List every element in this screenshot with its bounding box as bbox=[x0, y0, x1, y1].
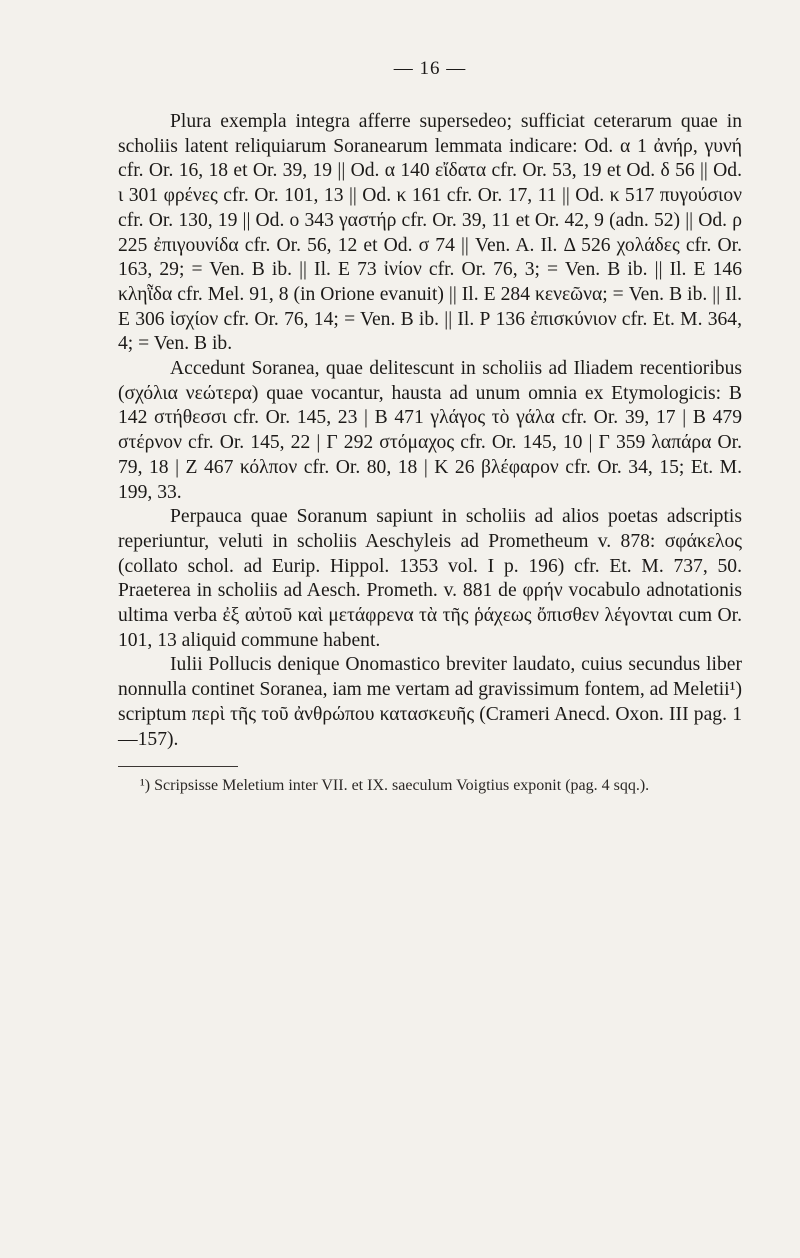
page-number: — 16 — bbox=[393, 58, 467, 79]
paragraph-pollux-meletius: Iulii Pollucis denique Onomastico breviter laudato, cuius secundus liber nonnulla continet Soranea, iam me vertam ad gravissimum fontem, ad Meletii¹) scriptum περὶ τῆς τοῦ ἀνθρώπου κατασκευῆς (Crameri Anecd. Oxon. III pag. 1—157). bbox=[118, 654, 742, 750]
footnote: ¹) Scripsisse Meletium inter VII. et IX. saeculum Voigtius exponit (pag. 4 sqq.). bbox=[140, 777, 650, 795]
paragraph-other-poets: Perpauca quae Soranum sapiunt in scholiis ad alios poetas adscriptis reperiuntur, veluti in scholiis Aeschyleis ad Prometheum v. 878: σφάκελος (collato schol. ad Eurip. Hippol. 1353 vol. I p. 196) cfr. Et. M. 737, 50. Praeterea in scholiis ad Aesch. Prometh. v. 881 de φρήν vocabulo adnotationis ultima verba ἐξ αὐτοῦ καὶ μετάφρενα τὰ τῆς ῥάχεως ὄπισθεν λέγονται cum Or. 101, 13 aliquid commune habent. bbox=[118, 506, 742, 651]
paragraph-scholia-recentiora: Accedunt Soranea, quae delitescunt in scholiis ad Iliadem recentioribus (σχόλια νεώτερα) quae vocantur, hausta ad unum omnia ex Etymologicis: Β 142 στήθεσσι cfr. Or. 145, 23 | Β 471 γλάγος τὸ γάλα cfr. Or. 39, 17 | Β 479 στέρνον cfr. Or. 145, 22 | Γ 292 στόμαχος cfr. Or. 145, 10 | Γ 359 λαπάρα Or. 79, 18 | Ζ 467 κόλπον cfr. Or. 80, 18 | Κ 26 βλέφαρον cfr. Or. 34, 15; Et. M. 199, 33. bbox=[118, 358, 742, 503]
footnote-divider bbox=[118, 766, 238, 767]
main-text bbox=[118, 110, 742, 752]
document-page bbox=[118, 58, 742, 796]
paragraph-lemmata: Plura exempla integra afferre supersedeo; sufficiat ceterarum quae in scholiis latent reliquiarum Soranearum lemmata indicare: Od. α 1 ἀνήρ, γυνή cfr. Or. 16, 18 et Or. 39, 19 || Od. α 140 εἴδατα cfr. Or. 53, 19 et Od. δ 56 || Od. ι 301 φρένες cfr. Or. 101, 13 || Od. κ 161 cfr. Or. 17, 11 || Od. κ 517 πυγούσιον cfr. Or. 130, 19 || Od. ο 343 γαστήρ cfr. Or. 39, 11 et Or. 42, 9 (adn. 52) || Od. ρ 225 ἐπιγουνίδα cfr. Or. 56, 12 et Od. σ 74 || Ven. A. Il. Δ 526 χολάδες cfr. Or. 163, 29; = Ven. B ib. || Il. Ε 73 ἰνίον cfr. Or. 76, 3; = Ven. B ib. || Il. Ε 146 κληῗδα cfr. Mel. 91, 8 (in Orione evanuit) || Il. Ε 284 κενεῶνα; = Ven. B ib. || Il. Ε 306 ἰσχίον cfr. Or. 76, 14; = Ven. B ib. || Il. Ρ 136 ἐπισκύνιον cfr. Et. M. 364, 4; = Ven. B ib. bbox=[118, 111, 743, 355]
